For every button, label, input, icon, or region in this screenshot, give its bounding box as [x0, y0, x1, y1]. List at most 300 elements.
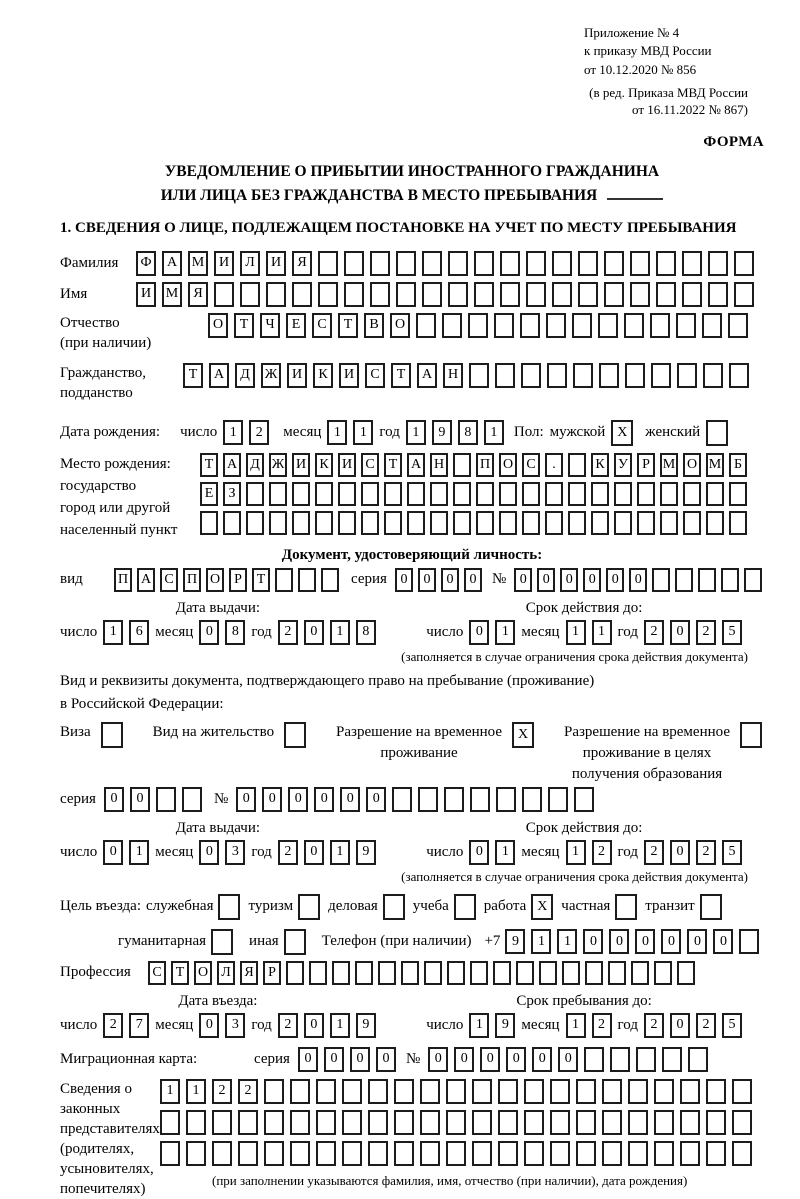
form-cell[interactable] — [498, 1141, 518, 1166]
form-cell[interactable]: 2 — [278, 620, 298, 645]
form-cell[interactable] — [476, 482, 494, 506]
form-cell[interactable] — [342, 1141, 362, 1166]
form-cell[interactable]: 9 — [432, 420, 452, 445]
form-cell[interactable] — [654, 1141, 674, 1166]
form-cell[interactable] — [472, 1110, 492, 1135]
form-cell[interactable] — [182, 787, 202, 812]
form-cell[interactable] — [573, 363, 593, 388]
form-cell[interactable]: 1 — [566, 1013, 586, 1038]
form-cell[interactable] — [442, 313, 462, 338]
form-cell[interactable] — [654, 961, 672, 985]
form-cell[interactable] — [470, 961, 488, 985]
form-cell[interactable] — [290, 1079, 310, 1104]
form-cell[interactable]: С — [522, 453, 540, 477]
form-cell[interactable] — [706, 1110, 726, 1135]
form-cell[interactable]: 0 — [236, 787, 256, 812]
form-cell[interactable] — [652, 568, 670, 592]
form-cell[interactable] — [453, 453, 471, 477]
form-cell[interactable] — [269, 511, 287, 535]
form-cell[interactable] — [656, 251, 676, 276]
form-cell[interactable]: 2 — [644, 1013, 664, 1038]
form-cell[interactable]: Т — [171, 961, 189, 985]
form-cell[interactable]: 1 — [129, 840, 149, 865]
form-cell[interactable]: О — [194, 961, 212, 985]
form-cell[interactable]: И — [292, 453, 310, 477]
form-cell[interactable]: Л — [240, 251, 260, 276]
form-cell[interactable]: Т — [338, 313, 358, 338]
form-cell[interactable]: 7 — [129, 1013, 149, 1038]
form-cell[interactable]: 2 — [644, 840, 664, 865]
form-cell[interactable]: 0 — [713, 929, 733, 954]
form-cell[interactable] — [521, 363, 541, 388]
form-cell[interactable] — [651, 363, 671, 388]
form-cell[interactable] — [591, 482, 609, 506]
form-cell[interactable] — [631, 961, 649, 985]
form-cell[interactable]: С — [365, 363, 385, 388]
form-cell[interactable]: 0 — [469, 620, 489, 645]
form-cell[interactable] — [446, 1079, 466, 1104]
form-cell[interactable]: Р — [229, 568, 247, 592]
form-cell[interactable] — [568, 511, 586, 535]
form-cell[interactable] — [578, 282, 598, 307]
form-cell[interactable] — [740, 722, 762, 748]
form-cell[interactable] — [447, 961, 465, 985]
form-cell[interactable] — [660, 511, 678, 535]
form-cell[interactable] — [394, 1079, 414, 1104]
form-cell[interactable]: 2 — [278, 840, 298, 865]
form-cell[interactable]: 0 — [418, 568, 436, 592]
form-cell[interactable] — [200, 511, 218, 535]
form-cell[interactable] — [654, 1110, 674, 1135]
form-cell[interactable] — [430, 511, 448, 535]
form-cell[interactable]: П — [476, 453, 494, 477]
form-cell[interactable] — [495, 363, 515, 388]
form-cell[interactable] — [407, 482, 425, 506]
form-cell[interactable] — [318, 251, 338, 276]
form-cell[interactable] — [729, 363, 749, 388]
form-cell[interactable] — [416, 313, 436, 338]
form-cell[interactable] — [734, 282, 754, 307]
form-cell[interactable] — [744, 568, 762, 592]
form-cell[interactable]: С — [312, 313, 332, 338]
form-cell[interactable] — [355, 961, 373, 985]
form-cell[interactable] — [698, 568, 716, 592]
form-cell[interactable] — [368, 1141, 388, 1166]
form-cell[interactable] — [338, 482, 356, 506]
form-cell[interactable]: . — [545, 453, 563, 477]
form-cell[interactable] — [290, 1141, 310, 1166]
form-cell[interactable] — [574, 787, 594, 812]
form-cell[interactable] — [186, 1110, 206, 1135]
form-cell[interactable]: 9 — [356, 840, 376, 865]
form-cell[interactable] — [522, 787, 542, 812]
form-cell[interactable]: 0 — [304, 1013, 324, 1038]
form-cell[interactable] — [392, 787, 412, 812]
form-cell[interactable]: 0 — [304, 620, 324, 645]
form-cell[interactable] — [378, 961, 396, 985]
form-cell[interactable] — [576, 1141, 596, 1166]
form-cell[interactable] — [448, 251, 468, 276]
form-cell[interactable]: О — [683, 453, 701, 477]
form-cell[interactable] — [344, 282, 364, 307]
form-cell[interactable] — [298, 568, 316, 592]
form-cell[interactable]: 2 — [249, 420, 269, 445]
form-cell[interactable] — [615, 894, 637, 920]
form-cell[interactable] — [677, 961, 695, 985]
form-cell[interactable]: 1 — [566, 620, 586, 645]
form-cell[interactable] — [520, 313, 540, 338]
form-cell[interactable] — [444, 787, 464, 812]
form-cell[interactable]: К — [591, 453, 609, 477]
form-cell[interactable]: 9 — [505, 929, 525, 954]
form-cell[interactable] — [264, 1079, 284, 1104]
form-cell[interactable]: 1 — [353, 420, 373, 445]
form-cell[interactable] — [550, 1141, 570, 1166]
form-cell[interactable]: 2 — [592, 840, 612, 865]
form-cell[interactable]: Т — [200, 453, 218, 477]
form-cell[interactable] — [396, 251, 416, 276]
form-cell[interactable]: 1 — [469, 1013, 489, 1038]
form-cell[interactable] — [547, 363, 567, 388]
form-cell[interactable]: 2 — [696, 840, 716, 865]
form-cell[interactable] — [546, 313, 566, 338]
form-cell[interactable]: Б — [729, 453, 747, 477]
form-cell[interactable] — [384, 511, 402, 535]
form-cell[interactable] — [524, 1141, 544, 1166]
form-cell[interactable] — [315, 511, 333, 535]
form-cell[interactable]: 0 — [298, 1047, 318, 1072]
form-cell[interactable] — [552, 282, 572, 307]
form-cell[interactable] — [211, 929, 233, 955]
form-cell[interactable] — [420, 1110, 440, 1135]
form-cell[interactable] — [494, 313, 514, 338]
form-cell[interactable]: 0 — [506, 1047, 526, 1072]
form-cell[interactable] — [539, 961, 557, 985]
form-cell[interactable] — [422, 282, 442, 307]
form-cell[interactable] — [212, 1110, 232, 1135]
form-cell[interactable]: Т — [183, 363, 203, 388]
form-cell[interactable]: Н — [430, 453, 448, 477]
form-cell[interactable]: 0 — [104, 787, 124, 812]
form-cell[interactable] — [599, 363, 619, 388]
form-cell[interactable]: М — [162, 282, 182, 307]
form-cell[interactable]: 3 — [225, 1013, 245, 1038]
form-cell[interactable] — [342, 1110, 362, 1135]
form-cell[interactable] — [526, 282, 546, 307]
form-cell[interactable] — [630, 282, 650, 307]
form-cell[interactable]: 8 — [458, 420, 478, 445]
form-cell[interactable]: И — [214, 251, 234, 276]
form-cell[interactable]: 0 — [480, 1047, 500, 1072]
form-cell[interactable] — [160, 1141, 180, 1166]
form-cell[interactable] — [680, 1079, 700, 1104]
form-cell[interactable]: С — [361, 453, 379, 477]
form-cell[interactable] — [734, 251, 754, 276]
form-cell[interactable]: 1 — [557, 929, 577, 954]
form-cell[interactable]: 9 — [356, 1013, 376, 1038]
form-cell[interactable]: А — [137, 568, 155, 592]
form-cell[interactable]: 2 — [103, 1013, 123, 1038]
form-cell[interactable]: 0 — [340, 787, 360, 812]
form-cell[interactable] — [275, 568, 293, 592]
form-cell[interactable] — [394, 1110, 414, 1135]
form-cell[interactable] — [637, 511, 655, 535]
form-cell[interactable]: Я — [240, 961, 258, 985]
form-cell[interactable]: 0 — [670, 620, 690, 645]
form-cell[interactable] — [706, 420, 728, 446]
form-cell[interactable]: 2 — [212, 1079, 232, 1104]
form-cell[interactable]: 1 — [484, 420, 504, 445]
form-cell[interactable] — [572, 313, 592, 338]
form-cell[interactable] — [656, 282, 676, 307]
form-cell[interactable]: Н — [443, 363, 463, 388]
form-cell[interactable] — [422, 251, 442, 276]
form-cell[interactable] — [292, 511, 310, 535]
form-cell[interactable] — [361, 511, 379, 535]
form-cell[interactable] — [526, 251, 546, 276]
form-cell[interactable]: 1 — [103, 620, 123, 645]
form-cell[interactable]: Л — [217, 961, 235, 985]
form-cell[interactable]: 0 — [324, 1047, 344, 1072]
form-cell[interactable] — [368, 1079, 388, 1104]
form-cell[interactable]: 1 — [330, 1013, 350, 1038]
form-cell[interactable] — [591, 511, 609, 535]
form-cell[interactable]: А — [162, 251, 182, 276]
form-cell[interactable] — [650, 313, 670, 338]
form-cell[interactable]: 0 — [199, 840, 219, 865]
form-cell[interactable]: Е — [286, 313, 306, 338]
form-cell[interactable] — [732, 1110, 752, 1135]
form-cell[interactable] — [476, 511, 494, 535]
form-cell[interactable]: Д — [235, 363, 255, 388]
form-cell[interactable] — [614, 482, 632, 506]
form-cell[interactable]: Р — [263, 961, 281, 985]
form-cell[interactable] — [474, 251, 494, 276]
form-cell[interactable] — [628, 1110, 648, 1135]
form-cell[interactable]: 0 — [376, 1047, 396, 1072]
form-cell[interactable] — [602, 1079, 622, 1104]
form-cell[interactable] — [522, 482, 540, 506]
form-cell[interactable] — [420, 1141, 440, 1166]
form-cell[interactable]: 8 — [225, 620, 245, 645]
form-cell[interactable] — [101, 722, 123, 748]
form-cell[interactable]: 1 — [186, 1079, 206, 1104]
form-cell[interactable]: О — [390, 313, 410, 338]
form-cell[interactable] — [682, 251, 702, 276]
form-cell[interactable] — [498, 1110, 518, 1135]
form-cell[interactable] — [576, 1110, 596, 1135]
form-cell[interactable]: С — [160, 568, 178, 592]
form-cell[interactable]: X — [512, 722, 534, 748]
form-cell[interactable] — [418, 787, 438, 812]
form-cell[interactable] — [332, 961, 350, 985]
form-cell[interactable] — [246, 482, 264, 506]
form-cell[interactable] — [721, 568, 739, 592]
form-cell[interactable]: М — [188, 251, 208, 276]
form-cell[interactable] — [316, 1110, 336, 1135]
form-cell[interactable]: 9 — [495, 1013, 515, 1038]
form-cell[interactable]: 2 — [696, 1013, 716, 1038]
form-cell[interactable]: Ф — [136, 251, 156, 276]
form-cell[interactable]: А — [223, 453, 241, 477]
form-cell[interactable] — [545, 482, 563, 506]
form-cell[interactable] — [218, 894, 240, 920]
form-cell[interactable]: 0 — [103, 840, 123, 865]
form-cell[interactable] — [448, 282, 468, 307]
form-cell[interactable] — [677, 363, 697, 388]
form-cell[interactable] — [688, 1047, 708, 1072]
form-cell[interactable]: 0 — [130, 787, 150, 812]
form-cell[interactable] — [732, 1141, 752, 1166]
form-cell[interactable] — [424, 961, 442, 985]
form-cell[interactable] — [368, 1110, 388, 1135]
form-cell[interactable]: 0 — [350, 1047, 370, 1072]
form-cell[interactable]: 1 — [330, 840, 350, 865]
form-cell[interactable] — [266, 282, 286, 307]
form-cell[interactable] — [568, 482, 586, 506]
form-cell[interactable] — [284, 722, 306, 748]
form-cell[interactable] — [562, 961, 580, 985]
form-cell[interactable] — [446, 1110, 466, 1135]
form-cell[interactable]: 0 — [314, 787, 334, 812]
form-cell[interactable]: 0 — [199, 620, 219, 645]
form-cell[interactable] — [728, 313, 748, 338]
form-cell[interactable] — [284, 929, 306, 955]
form-cell[interactable]: 5 — [722, 840, 742, 865]
form-cell[interactable] — [472, 1141, 492, 1166]
form-cell[interactable]: 1 — [327, 420, 347, 445]
form-cell[interactable]: Р — [637, 453, 655, 477]
form-cell[interactable] — [453, 482, 471, 506]
form-cell[interactable]: 1 — [531, 929, 551, 954]
form-cell[interactable]: 0 — [304, 840, 324, 865]
form-cell[interactable]: Я — [292, 251, 312, 276]
form-cell[interactable] — [732, 1079, 752, 1104]
form-cell[interactable] — [682, 282, 702, 307]
form-cell[interactable]: 0 — [687, 929, 707, 954]
form-cell[interactable]: О — [206, 568, 224, 592]
form-cell[interactable] — [401, 961, 419, 985]
form-cell[interactable] — [160, 1110, 180, 1135]
form-cell[interactable] — [384, 482, 402, 506]
form-cell[interactable]: 1 — [592, 620, 612, 645]
form-cell[interactable] — [493, 961, 511, 985]
form-cell[interactable] — [214, 282, 234, 307]
form-cell[interactable] — [729, 511, 747, 535]
form-cell[interactable]: Ж — [269, 453, 287, 477]
form-cell[interactable] — [706, 1079, 726, 1104]
form-cell[interactable] — [602, 1141, 622, 1166]
form-cell[interactable] — [624, 313, 644, 338]
form-cell[interactable]: М — [706, 453, 724, 477]
form-cell[interactable]: Ж — [261, 363, 281, 388]
form-cell[interactable]: 0 — [366, 787, 386, 812]
form-cell[interactable] — [318, 282, 338, 307]
form-cell[interactable] — [548, 787, 568, 812]
form-cell[interactable] — [500, 251, 520, 276]
form-cell[interactable] — [683, 511, 701, 535]
form-cell[interactable] — [568, 453, 586, 477]
form-cell[interactable] — [675, 568, 693, 592]
form-cell[interactable]: О — [499, 453, 517, 477]
form-cell[interactable]: Е — [200, 482, 218, 506]
form-cell[interactable] — [676, 313, 696, 338]
form-cell[interactable]: 1 — [406, 420, 426, 445]
form-cell[interactable]: 5 — [722, 1013, 742, 1038]
form-cell[interactable]: 0 — [469, 840, 489, 865]
form-cell[interactable]: 0 — [537, 568, 555, 592]
form-cell[interactable] — [680, 1141, 700, 1166]
form-cell[interactable] — [238, 1141, 258, 1166]
form-cell[interactable]: 0 — [629, 568, 647, 592]
form-cell[interactable]: 6 — [129, 620, 149, 645]
form-cell[interactable]: X — [531, 894, 553, 920]
form-cell[interactable] — [468, 313, 488, 338]
form-cell[interactable]: 1 — [495, 620, 515, 645]
form-cell[interactable] — [430, 482, 448, 506]
form-cell[interactable]: 0 — [532, 1047, 552, 1072]
form-cell[interactable] — [498, 1079, 518, 1104]
form-cell[interactable] — [706, 511, 724, 535]
form-cell[interactable] — [396, 282, 416, 307]
form-cell[interactable] — [702, 313, 722, 338]
form-cell[interactable] — [524, 1079, 544, 1104]
form-cell[interactable] — [683, 482, 701, 506]
form-cell[interactable]: 0 — [288, 787, 308, 812]
form-cell[interactable] — [625, 363, 645, 388]
form-cell[interactable] — [585, 961, 603, 985]
form-cell[interactable]: 0 — [560, 568, 578, 592]
form-cell[interactable] — [472, 1079, 492, 1104]
form-cell[interactable]: 0 — [199, 1013, 219, 1038]
form-cell[interactable]: А — [209, 363, 229, 388]
form-cell[interactable]: 0 — [661, 929, 681, 954]
form-cell[interactable]: 2 — [644, 620, 664, 645]
form-cell[interactable] — [286, 961, 304, 985]
form-cell[interactable] — [407, 511, 425, 535]
form-cell[interactable]: 2 — [278, 1013, 298, 1038]
form-cell[interactable] — [186, 1141, 206, 1166]
form-cell[interactable] — [708, 282, 728, 307]
form-cell[interactable] — [584, 1047, 604, 1072]
form-cell[interactable] — [156, 787, 176, 812]
form-cell[interactable] — [654, 1079, 674, 1104]
form-cell[interactable]: И — [287, 363, 307, 388]
form-cell[interactable]: К — [315, 453, 333, 477]
form-cell[interactable] — [576, 1079, 596, 1104]
form-cell[interactable] — [552, 251, 572, 276]
form-cell[interactable] — [598, 313, 618, 338]
form-cell[interactable]: 1 — [330, 620, 350, 645]
form-cell[interactable] — [550, 1079, 570, 1104]
form-cell[interactable] — [700, 894, 722, 920]
form-cell[interactable]: З — [223, 482, 241, 506]
form-cell[interactable]: 0 — [670, 840, 690, 865]
form-cell[interactable]: Т — [384, 453, 402, 477]
form-cell[interactable] — [628, 1079, 648, 1104]
form-cell[interactable] — [474, 282, 494, 307]
form-cell[interactable] — [290, 1110, 310, 1135]
form-cell[interactable]: 0 — [583, 929, 603, 954]
form-cell[interactable]: А — [417, 363, 437, 388]
form-cell[interactable]: С — [148, 961, 166, 985]
form-cell[interactable] — [614, 511, 632, 535]
form-cell[interactable] — [706, 482, 724, 506]
form-cell[interactable] — [394, 1141, 414, 1166]
form-cell[interactable] — [453, 511, 471, 535]
form-cell[interactable]: 0 — [635, 929, 655, 954]
form-cell[interactable]: Ч — [260, 313, 280, 338]
